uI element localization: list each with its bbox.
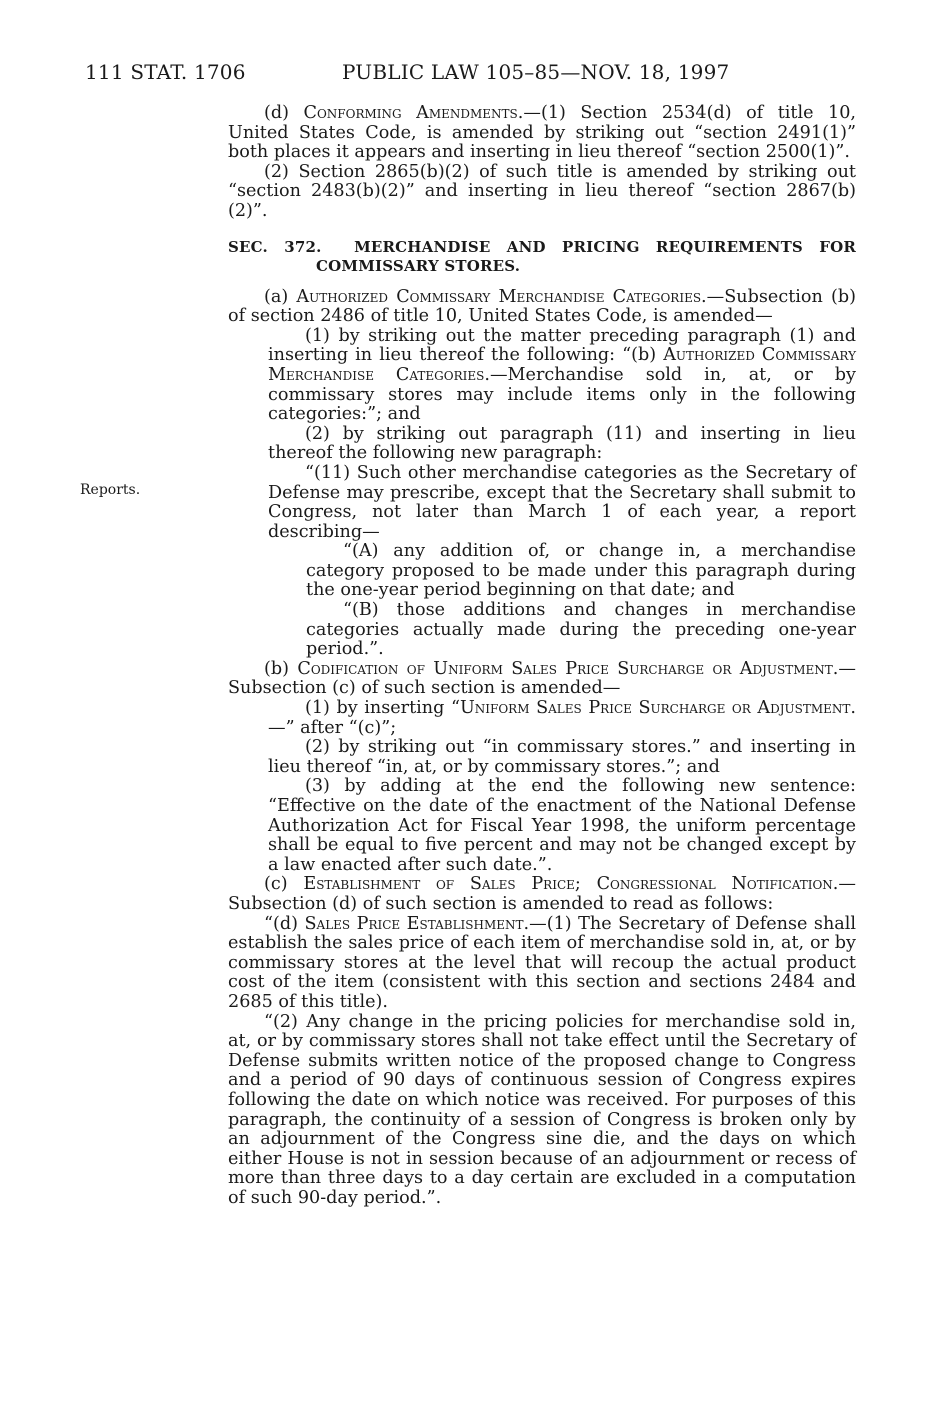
paragraph-b-1: (1) by inserting “Uniform Sales Price Surcharge or Adjustment.—” after “(c)”; bbox=[268, 698, 856, 738]
subsection-heading: Authorized Commissary Merchandise Categories. bbox=[296, 286, 707, 307]
running-header: PUBLIC LAW 105–85—NOV. 18, 1997 bbox=[342, 60, 730, 84]
section-heading bbox=[228, 238, 856, 276]
quoted-subsection-d-2: “(2) Any change in the pricing policies for merchandise sold in, at, or by commissary stores shall not take effect until the Secretary of Defense submits written notice of the proposed change to Congress and a period of 90 days of continuous session of Congress expires following the date on which notice was received. For purposes of this paragraph, the continuity of a session of Congress is broken only by an adjournment of the Congress sine die, and the days on which either House is not in session because of an adjournment or recess of more than three days to a day certain are excluded in a computation of such 90-day period.”. bbox=[228, 1011, 856, 1208]
subsection-b: (b) Codification of Uniform Sales Price Surcharge or Adjustment.—Subsection (c) of such section is amended— bbox=[228, 658, 856, 699]
subparagraph-B: “(B) those additions and changes in merchandise categories actually made during the preceding one-year period.”. bbox=[306, 600, 856, 660]
subsection-heading: Establishment of Sales Price; Congressional Notification. bbox=[303, 874, 839, 895]
paragraph-b-2: (2) by striking out “in commissary stores.” and inserting in lieu thereof “in, at, or by commissary stores.”; and bbox=[268, 737, 856, 777]
subsection-heading: Codification of Uniform Sales Price Surcharge or Adjustment. bbox=[297, 658, 839, 679]
subsection-d-para-1: (d) Conforming Amendments.—(1) Section 2534(d) of title 10, United States Code, is amended by striking out “section 2491(1)” both places it appears and inserting in lieu thereof “section 2500(1)”. bbox=[228, 103, 856, 163]
paragraph-a-2: (2) by striking out paragraph (11) and inserting in lieu thereof the following new paragraph: bbox=[268, 423, 856, 464]
subsection-d-para-2: (2) Section 2865(b)(2) of such title is amended by striking out “section 2483(b)(2)” and inserting in lieu thereof “section 2867(b)(2)”. bbox=[228, 161, 856, 221]
statute-page-number: 111 STAT. 1706 bbox=[85, 60, 246, 84]
document-body bbox=[228, 104, 856, 1208]
margin-note-reports: Reports. bbox=[80, 482, 141, 498]
quoted-subsection-d-1: “(d) Sales Price Establishment.—(1) The Secretary of Defense shall establish the sales price of each item of merchandise sold in, at, or by commissary stores at the level that will recoup the actual product cost of the item (consistent with this section and sections 2484 and 2685 of this title). bbox=[228, 913, 857, 1012]
subsection-a: (a) Authorized Commissary Merchandise Categories.—Subsection (b) of section 2486 of title 10, United States Code, is amended— bbox=[228, 286, 856, 327]
subsection-c: (c) Establishment of Sales Price; Congressional Notification.—Subsection (d) of such section is amended to read as follows: bbox=[228, 874, 856, 914]
paragraph-11: “(11) Such other merchandise categories as the Secretary of Defense may prescribe, except that the Secretary shall submit to Congress, not later than March 1 of each year, a report describing— bbox=[268, 462, 856, 542]
section-title: MERCHANDISE AND PRICING REQUIREMENTS FOR COMMISSARY STORES. bbox=[316, 237, 856, 275]
paragraph-b-3: (3) by adding at the end the following new sentence: “Effective on the date of the enactment of the National Defense Authorization Act for Fiscal Year 1998, the uniform percentage shall be equal to five percent and may not be changed except by a law enacted after such date.”. bbox=[268, 776, 856, 875]
subparagraph-A: “(A) any addition of, or change in, a merchandise category proposed to be made under this paragraph during the one-year period beginning on that date; and bbox=[306, 541, 856, 601]
subsection-heading: Conforming Amendments. bbox=[303, 103, 524, 123]
section-number: SEC. 372. bbox=[228, 237, 322, 256]
paragraph-a-1: (1) by striking out the matter preceding paragraph (1) and inserting in lieu thereof the following: “(b) Authorized Commissary Merchandise Categories.—Merchandise sold in, at, or by commissary stores may include items only in the following categories:”; and bbox=[268, 325, 857, 425]
